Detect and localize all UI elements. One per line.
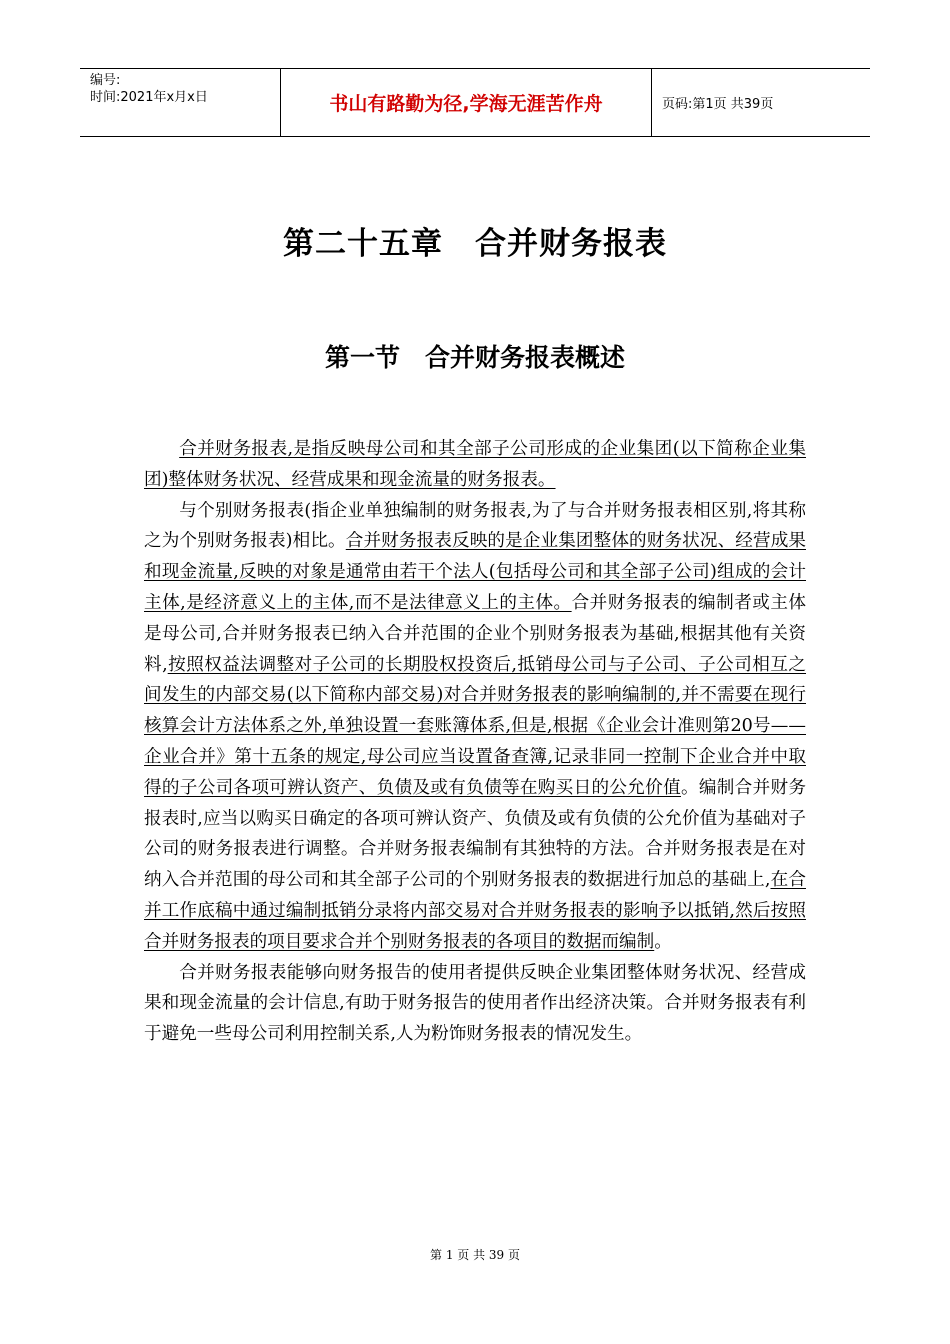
paragraph <box>144 496 806 958</box>
header-meta <box>80 69 281 136</box>
text-segment: 与个别财务报表(指企业单独编制的财务报表,为了与合并财务报表相区别,将其称之为个别财务报表)相比。 <box>144 500 806 552</box>
text-segment: 。 <box>654 931 672 952</box>
chapter-title: 第二十五章 合并财务报表 <box>283 226 667 262</box>
section-title: 第一节 合并财务报表概述 <box>324 343 625 372</box>
document-number-label: 编号: <box>90 73 121 88</box>
text-segment: 。编制合并财务报表时,应当以购买日确定的各项可辨认资产、负债及或有负债的公允价值为基础对子公司的财务报表进行调整。合并财务报表编制有其独特的方法。合并财务报表是在对纳入合并范围的母公司和其全部子公司的个别财务报表的数据进行加总的基础上, <box>144 777 806 891</box>
paragraph <box>144 434 806 496</box>
page-footer: 第 1 页 共 39 页 <box>430 1248 520 1262</box>
document-time-label: 时间:2021年x月x日 <box>90 90 208 105</box>
page-header <box>80 68 870 137</box>
text-segment: 合并财务报表反映的是企业集团整体的财务状况、经营成果和现金流量,反映的对象是通常由若干个法人(包括母公司和其全部子公司)组成的会计主体,是经济意义上的主体,而不是法律意义上的主体。 <box>144 531 806 613</box>
text-segment: 合并财务报表的编制者或主体是母公司,合并财务报表已纳入合并范围的企业个别财务报表为基础,根据其他有关资料, <box>144 592 806 675</box>
header-page-info: 页码:第1页 共39页 <box>662 97 774 112</box>
text-segment: 合并财务报表能够向财务报告的使用者提供反映企业集团整体财务状况、经营成果和现金流量的会计信息,有助于财务报告的使用者作出经济决策。合并财务报表有利于避免一些母公司利用控制关系,人为粉饰财务报表的情况发生。 <box>144 962 806 1045</box>
text-segment: 在合并工作底稿中通过编制抵销分录将内部交易对合并财务报表的影响予以抵销,然后按照合并财务报表的项目要求合并个别财务报表的各项目的数据而编制 <box>144 870 806 952</box>
header-motto: 书山有路勤为径,学海无涯苦作舟 <box>281 69 652 136</box>
text-segment: 按照权益法调整对子公司的长期股权投资后,抵销母公司与子公司、子公司相互之间发生的内部交易(以下简称内部交易)对合并财务报表的影响编制的,并不需要在现行核算会计方法体系之外,单独设置一套账簿体系,但是,根据《企业会计准则第20号——企业合并》第十五条的规定,母公司应当设置备查簿,记录非同一控制下企业合并中取得的子公司各项可辨认资产、负债及或有负债等在购买日的公允价值 <box>144 654 807 798</box>
body-text <box>144 434 806 1050</box>
paragraph <box>144 958 806 1050</box>
text-segment: 合并财务报表,是指反映母公司和其全部子公司形成的企业集团(以下简称企业集团)整体财务状况、经营成果和现金流量的财务报表。 <box>144 439 806 490</box>
